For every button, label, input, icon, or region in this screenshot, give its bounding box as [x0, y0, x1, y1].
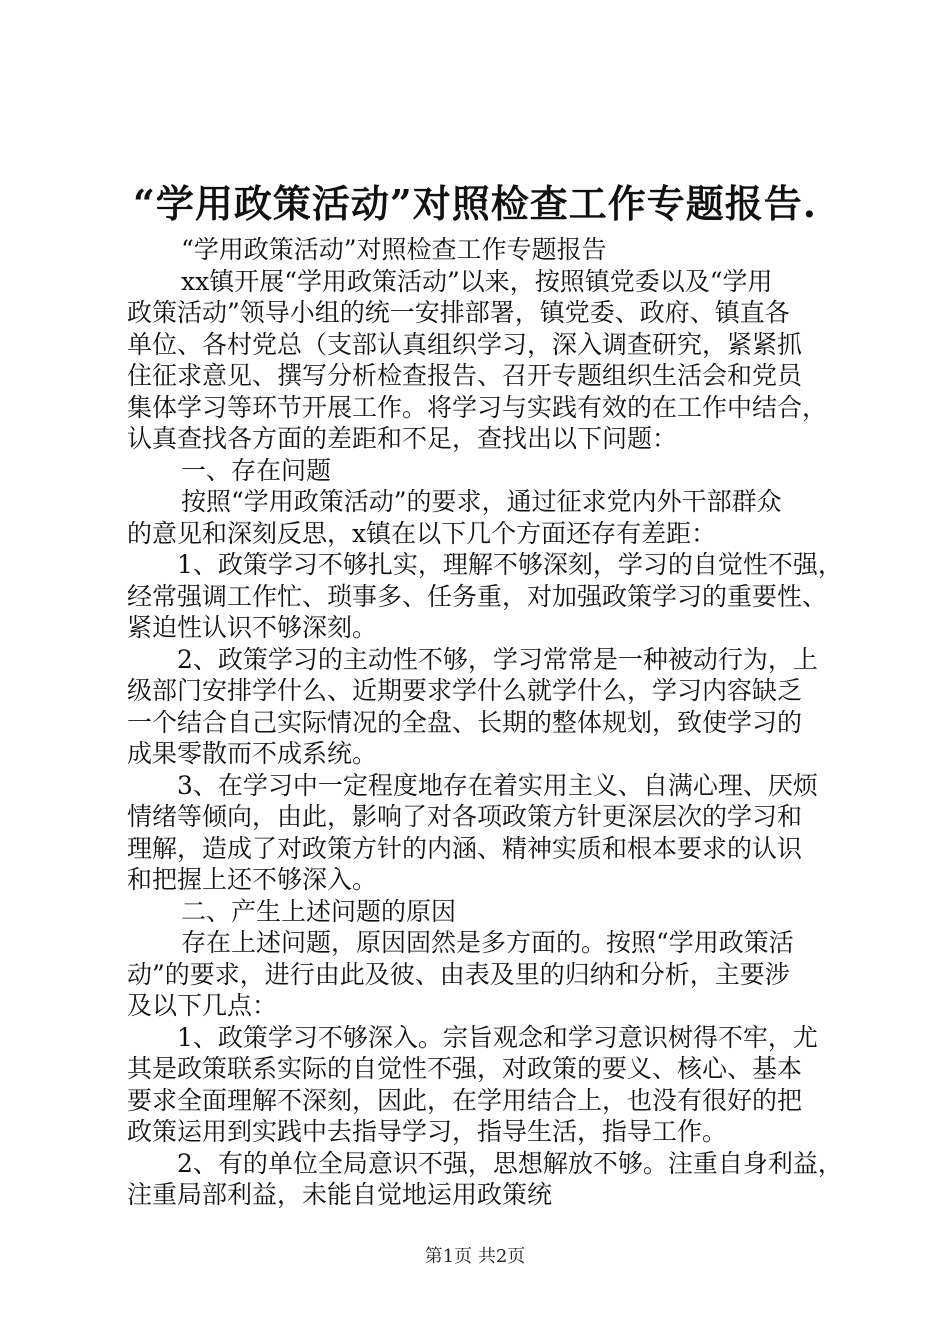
section-heading: 二、产生上述问题的原因 — [181, 896, 457, 926]
paragraph-line: 理解，造成了对政策方针的内涵、精神实质和根本要求的认识 — [127, 833, 803, 863]
paragraph-line: 动”的要求，进行由此及彼、由表及里的归纳和分析，主要涉 — [127, 959, 790, 989]
paragraph-line: 按照“学用政策活动”的要求，通过征求党内外干部群众 — [181, 487, 782, 516]
paragraph-line: 成果零散而不成系统。 — [127, 739, 378, 768]
paragraph-line: 情绪等倾向，由此，影响了对各项政策方针更深层次的学习和 — [127, 802, 803, 831]
paragraph-line: 住征求意见、撰写分析检查报告、召开专题组织生活会和党员 — [127, 361, 803, 390]
paragraph-line: 2、有的单位全局意识不强，思想解放不够。注重自身利益， — [177, 1148, 843, 1178]
paragraph-line: xx镇开展“学用政策活动”以来，按照镇党委以及“学用 — [181, 266, 773, 296]
paragraph-line: 集体学习等环节开展工作。将学习与实践有效的在工作中结合， — [127, 392, 828, 422]
document-body — [127, 234, 843, 1211]
paragraph-line: 注重局部利益，未能自觉地运用政策统 — [127, 1180, 553, 1209]
paragraph-line: 1、政策学习不够深入。宗旨观念和学习意识树得不牢，尤 — [177, 1022, 818, 1052]
paragraph-line: 2、政策学习的主动性不够，学习常常是一种被动行为，上 — [177, 644, 818, 674]
paragraph-line: 和把握上还不够深入。 — [127, 865, 378, 894]
paragraph-line: 及以下几点： — [127, 991, 278, 1020]
paragraph-line: 认真查找各方面的差距和不足，查找出以下问题： — [127, 424, 678, 453]
paragraph-line: 1、政策学习不够扎实，理解不够深刻，学习的自觉性不强， — [177, 550, 843, 579]
paragraph-line: 经常强调工作忙、琐事多、任务重，对加强政策学习的重要性、 — [127, 581, 828, 611]
paragraph-line: 政策活动”领导小组的统一安排部署，镇党委、政府、镇直各 — [127, 298, 790, 327]
paragraph-line: 单位、各村党总（支部认真组织学习，深入调查研究，紧紧抓 — [127, 329, 803, 359]
section-heading: 一、存在问题 — [181, 455, 332, 485]
paragraph-line: 政策运用到实践中去指导学习，指导生活，指导工作。 — [127, 1117, 728, 1146]
subtitle-line: “学用政策活动”对照检查工作专题报告 — [181, 235, 607, 264]
paragraph-line: 的意见和深刻反思，x镇在以下几个方面还存有差距： — [127, 518, 717, 548]
paragraph-line: 紧迫性认识不够深刻。 — [127, 613, 378, 642]
paragraph-line: 要求全面理解不深刻，因此，在学用结合上，也没有很好的把 — [127, 1085, 803, 1115]
paragraph-line: 存在上述问题，原因固然是多方面的。按照“学用政策活 — [181, 928, 794, 957]
paragraph-line: 级部门安排学什么、近期要求学什么就学什么，学习内容缺乏 — [127, 676, 803, 705]
paragraph-line: 一个结合自己实际情况的全盘、长期的整体规划，致使学习的 — [127, 707, 803, 737]
paragraph-line: 其是政策联系实际的自觉性不强，对政策的要义、核心、基本 — [127, 1054, 803, 1083]
paragraph-line: 3、在学习中一定程度地存在着实用主义、自满心理、厌烦 — [177, 770, 818, 800]
page-number: 第1页 共2页 — [424, 1246, 526, 1267]
document-title: “学用政策活动”对照检查工作专题报告. — [133, 181, 817, 226]
